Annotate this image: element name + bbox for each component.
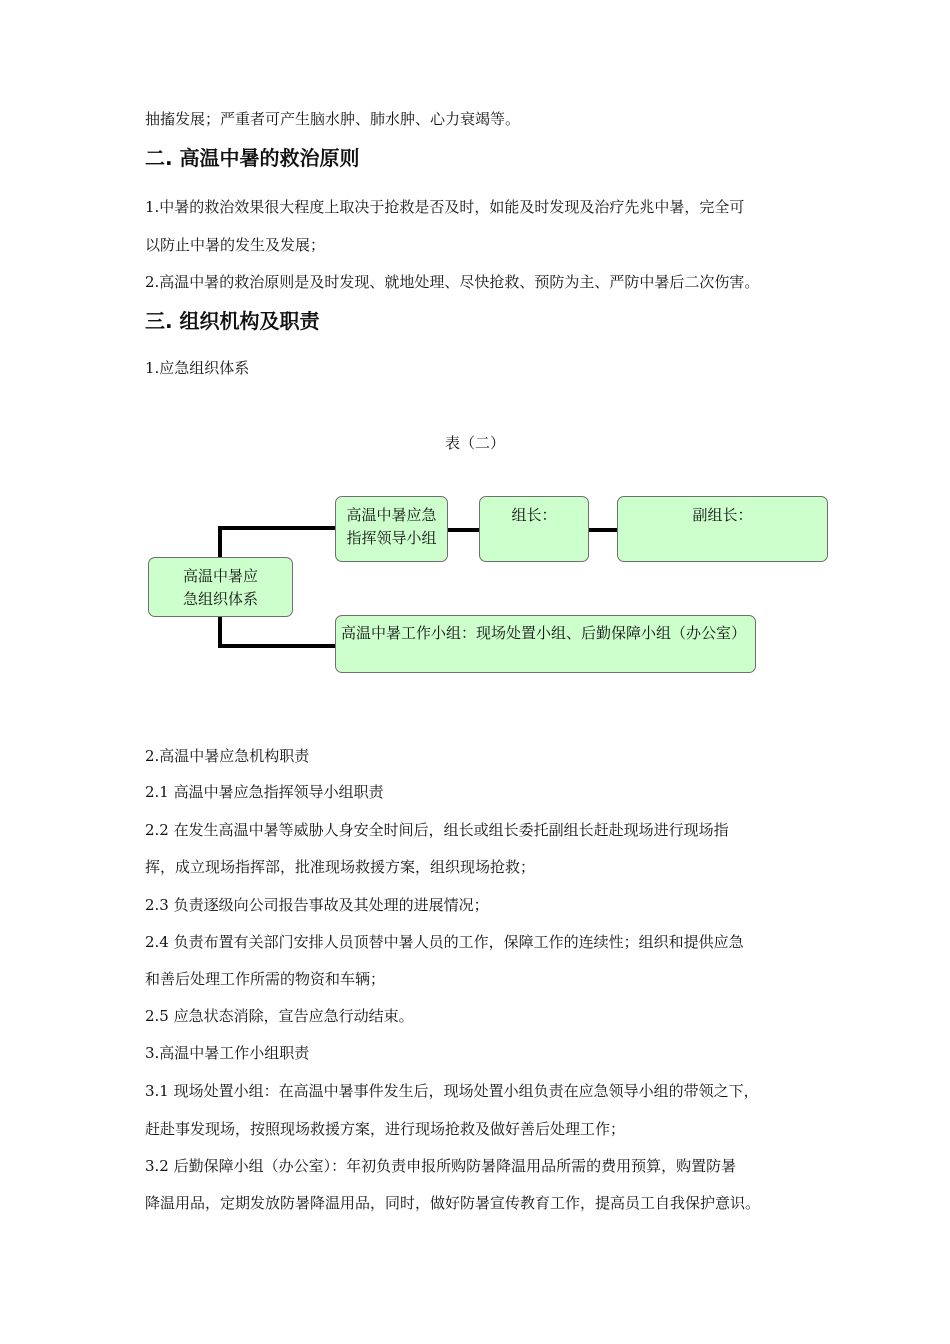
section-2-4: 2.4 负责布置有关部门安排人员顶替中暑人员的工作，保障工作的连续性；组织和提供应急 — [145, 933, 744, 951]
paragraph-symptoms: 抽搐发展；严重者可产生脑水肿、肺水肿、心力衰竭等。 — [145, 110, 521, 128]
section-3-1: 3.1 现场处置小组：在高温中暑事件发生后，现场处置小组负责在应急领导小组的带领之下， — [145, 1082, 759, 1100]
paragraph-org-system: 1.应急组织体系 — [145, 359, 250, 377]
connector-leader-deputy — [587, 528, 617, 532]
heading-organization: 三. 组织机构及职责 — [145, 309, 320, 333]
connector-bottom-branch — [218, 644, 335, 648]
section-2-title: 2.高温中暑应急机构职责 — [145, 747, 310, 765]
section-3-2-cont: 降温用品，定期发放防暑降温用品，同时，做好防暑宣传教育工作，提高员工自我保护意识。 — [145, 1194, 761, 1212]
section-3-1-cont: 赶赴事发现场，按照现场救援方案，进行现场抢救及做好善后处理工作； — [145, 1120, 626, 1138]
section-2-2-cont: 挥，成立现场指挥部，批准现场救援方案，组织现场抢救； — [145, 858, 536, 876]
leader-group-box: 高温中暑应急指挥领导小组 — [335, 496, 448, 562]
root-box: 高温中暑应急组织体系 — [148, 557, 293, 617]
diagram-caption: 表（二） — [444, 434, 505, 452]
work-group-box: 高温中暑工作小组：现场处置小组、后勤保障小组（办公室） — [335, 615, 756, 673]
connector-group-leader — [446, 528, 480, 532]
section-2-3: 2.3 负责逐级向公司报告事故及其处理的进展情况； — [145, 896, 489, 914]
section-3-title: 3.高温中暑工作小组职责 — [145, 1044, 310, 1062]
deputy-box: 副组长： — [617, 496, 828, 562]
section-2-5: 2.5 应急状态消除，宣告应急行动结束。 — [145, 1007, 414, 1025]
leader-box: 组长： — [479, 496, 589, 562]
heading-treatment-principles: 二. 高温中暑的救治原则 — [145, 146, 360, 170]
paragraph-principle-1-cont: 以防止中暑的发生及发展； — [145, 236, 326, 254]
section-3-2: 3.2 后勤保障小组（办公室）：年初负责申报所购防暑降温用品所需的费用预算，购置防暑 — [145, 1157, 737, 1175]
section-2-1: 2.1 高温中暑应急指挥领导小组职责 — [145, 783, 384, 801]
paragraph-principle-1: 1.中暑的救治效果很大程度上取决于抢救是否及时，如能及时发现及治疗先兆中暑，完全可 — [145, 198, 745, 216]
paragraph-principle-2: 2.高温中暑的救治原则是及时发现、就地处理、尽快抢救、预防为主、严防中暑后二次伤害。 — [145, 273, 760, 291]
connector-top-branch — [218, 526, 335, 530]
section-2-2: 2.2 在发生高温中暑等威胁人身安全时间后，组长或组长委托副组长赶赴现场进行现场指 — [145, 821, 729, 839]
section-2-4-cont: 和善后处理工作所需的物资和车辆； — [145, 970, 386, 988]
